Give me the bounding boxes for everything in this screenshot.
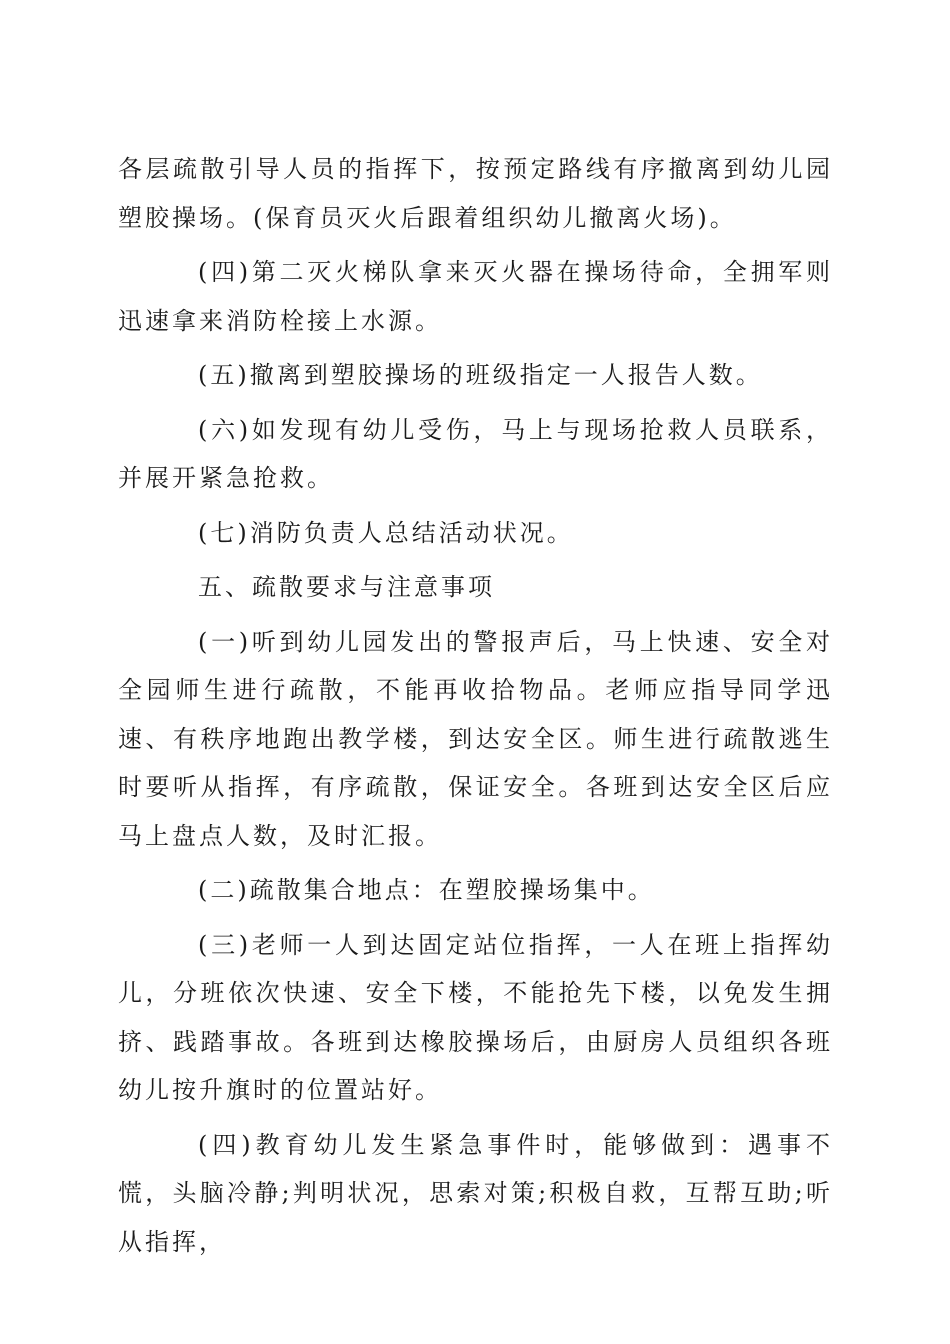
- paragraph-8: (三)老师一人到达固定站位指挥，一人在班上指挥幼儿，分班依次快速、安全下楼，不能抢先下楼，以免发生拥挤、践踏事故。各班到达橡胶操场后，由厨房人员组织各班幼儿按升旗时的位置站好。: [118, 930, 833, 1104]
- paragraph-5: (七)消防负责人总结活动状况。: [198, 518, 574, 547]
- document-page: [118, 145, 833, 1272]
- paragraph-6: (一)听到幼儿园发出的警报声后，马上快速、安全对全园师生进行疏散，不能再收拾物品。老师应指导同学迅速、有秩序地跑出教学楼，到达安全区。师生进行疏散逃生时要听从指挥，有序疏散，保证安全。各班到达安全区后应马上盘点人数，及时汇报。: [118, 627, 833, 850]
- paragraph-2: (四)第二灭火梯队拿来灭火器在操场待命，全拥军则迅速拿来消防栓接上水源。: [118, 258, 833, 335]
- paragraph-7: (二)疏散集合地点：在塑胶操场集中。: [198, 876, 655, 904]
- section-heading: 五、疏散要求与注意事项: [198, 573, 495, 601]
- paragraph-4: (六)如发现有幼儿受伤，马上与现场抢救人员联系，并展开紧急抢救。: [118, 415, 833, 492]
- paragraph-3: (五)撤离到塑胶操场的班级指定一人报告人数。: [198, 361, 763, 389]
- paragraph-9: (四)教育幼儿发生紧急事件时，能够做到：遇事不慌，头脑冷静;判明状况，思索对策;积极自救，互帮互助;听从指挥，: [118, 1130, 833, 1256]
- paragraph-1: 各层疏散引导人员的指挥下，按预定路线有序撤离到幼儿园塑胶操场。(保育员灭火后跟着组织幼儿撤离火场)。: [118, 155, 833, 232]
